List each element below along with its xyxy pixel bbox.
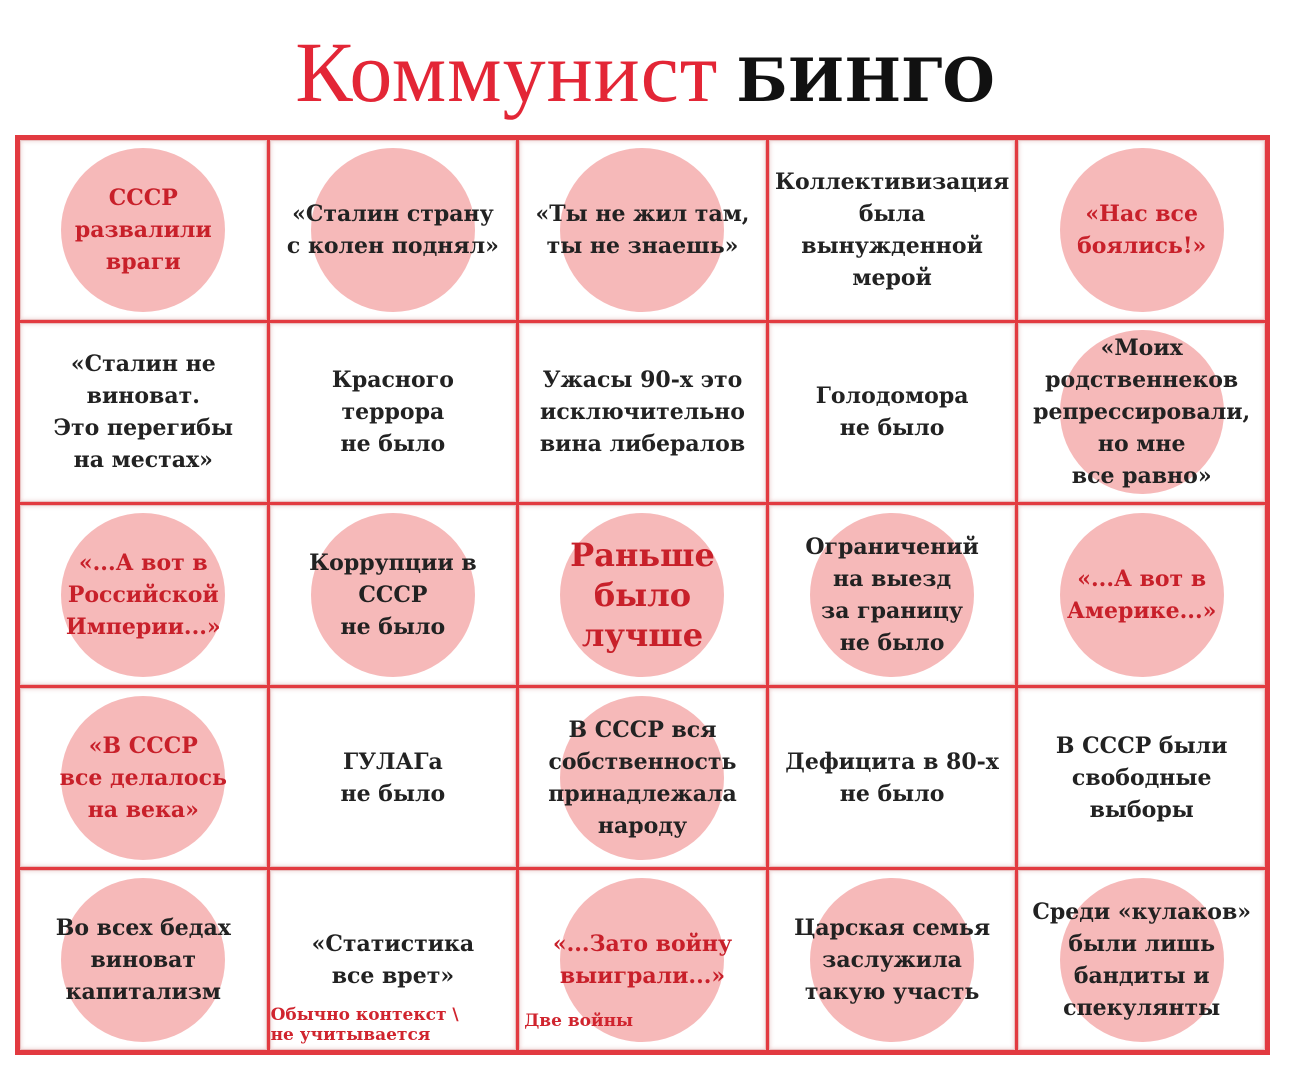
bingo-cell-text: СССР развалили враги (74, 184, 212, 275)
bingo-cell[interactable] (769, 505, 1016, 685)
bingo-cell-text: ГУЛАГа не было (340, 748, 446, 807)
bingo-board (15, 135, 1270, 1055)
bingo-cell[interactable] (519, 140, 766, 320)
bingo-cell-text: Голодомора не было (815, 383, 969, 442)
bingo-cell[interactable] (20, 688, 267, 868)
bingo-cell[interactable] (270, 688, 517, 868)
bingo-cell-text: В СССР были свободные выборы (1055, 732, 1228, 823)
bingo-cell[interactable] (20, 323, 267, 503)
bingo-cell-text: Коллективизация была вынужденной мерой (774, 168, 1010, 291)
bingo-cell[interactable] (270, 505, 517, 685)
bingo-cell-text: Раньше было лучше (570, 535, 715, 654)
bingo-cell-text: Красного террора не было (331, 367, 454, 458)
bingo-cell[interactable] (1018, 870, 1265, 1050)
bingo-cell[interactable] (20, 870, 267, 1050)
bingo-cell-text: «Нас все боялись!» (1077, 200, 1207, 259)
bingo-cell[interactable] (1018, 323, 1265, 503)
bingo-cell[interactable] (769, 870, 1016, 1050)
handwritten-note: Обычно контекст \ не учитывается (270, 1005, 459, 1045)
bingo-cell-text: «...А вот в Российской Империи...» (65, 549, 221, 640)
bingo-cell-text: Коррупции в СССР не было (309, 549, 477, 640)
bingo-cell-text: «...А вот в Америке...» (1067, 565, 1217, 624)
bingo-cell[interactable] (270, 870, 517, 1050)
page-title (0, 22, 1290, 132)
bingo-cell[interactable] (519, 870, 766, 1050)
title-word-communist: Коммунист (295, 24, 719, 120)
bingo-cell-text: Среди «кулаков» были лишь бандиты и спекулянты (1032, 899, 1251, 1022)
bingo-cell-text: Дефицита в 80-х не было (785, 748, 999, 807)
bingo-cell[interactable] (1018, 688, 1265, 868)
bingo-cell-text: Ужасы 90-х это исключительно вина либералов (539, 367, 746, 458)
bingo-cell-text: Во всех бедах виноват капитализм (55, 915, 231, 1006)
bingo-cell-text: «Моих родственнеков репрессировали, но мне все равно» (1033, 335, 1251, 490)
bingo-cell[interactable] (1018, 505, 1265, 685)
bingo-cell-text: «...Зато войну выиграли...» (552, 931, 733, 990)
bingo-cell[interactable] (769, 140, 1016, 320)
bingo-cell[interactable] (769, 323, 1016, 503)
bingo-cell-text: «Статистика все врет» (311, 931, 475, 990)
bingo-cell[interactable] (20, 140, 267, 320)
bingo-cell[interactable] (1018, 140, 1265, 320)
bingo-cell[interactable] (20, 505, 267, 685)
bingo-cell[interactable] (519, 688, 766, 868)
bingo-cell[interactable] (519, 323, 766, 503)
bingo-cell-text: «Ты не жил там, ты не знаешь» (535, 200, 750, 259)
bingo-cell[interactable] (270, 323, 517, 503)
bingo-cell-text: «Сталин не виноват. Это перегибы на местах» (53, 351, 234, 474)
handwritten-note: Две войны (524, 1011, 634, 1031)
bingo-cell-text: Царская семья заслужила такую участь (794, 915, 991, 1006)
bingo-cell[interactable] (769, 688, 1016, 868)
title-word-bingo: БИНГО (736, 46, 995, 116)
bingo-cell[interactable] (270, 140, 517, 320)
bingo-cell-text: «Сталин страну с колен поднял» (286, 200, 499, 259)
bingo-cell-text: «В СССР все делалось на века» (59, 732, 227, 823)
bingo-cell-text: Ограничений на выезд за границу не было (805, 533, 979, 656)
bingo-cell[interactable] (519, 505, 766, 685)
bingo-cell-text: В СССР вся собственность принадлежала народу (548, 716, 737, 839)
